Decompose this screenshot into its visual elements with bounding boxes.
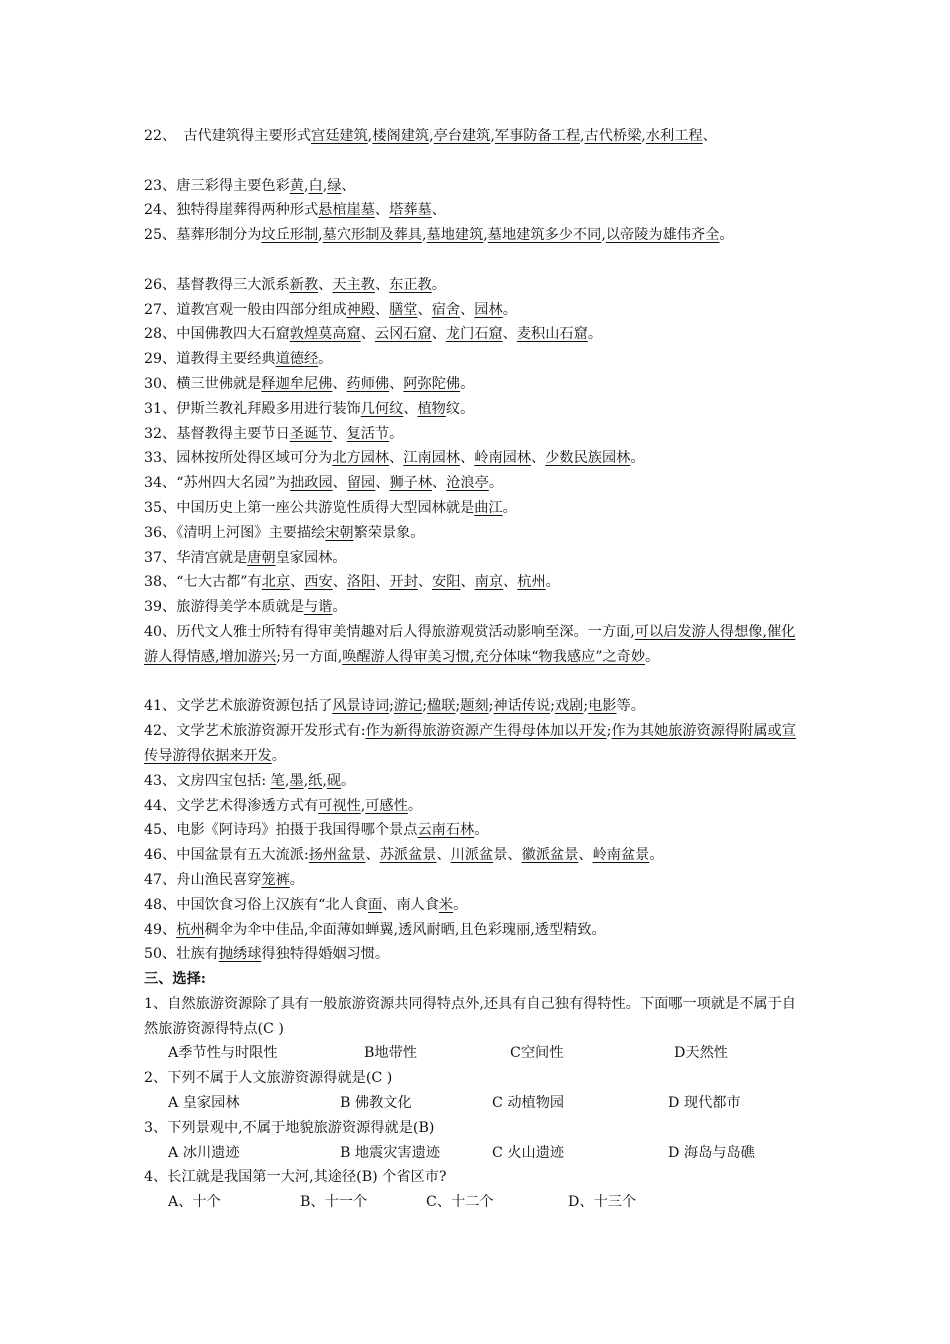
answer-text: 墓地建筑多少不同 [487,227,602,244]
document-page [144,124,808,1215]
item-number: 49、 [144,921,177,938]
answer-text: 少数民族园林 [545,450,631,467]
answer-text: 释迦牟尼佛 [261,375,333,392]
choice-question-list [144,992,808,1215]
fill-item [144,273,808,298]
fill-item [144,893,808,918]
answer-text: 徽派盆景 [521,847,579,864]
answer-text: 曲江 [474,499,503,516]
question-text: 、 [341,177,356,194]
choice-question: 3、下列景观中,不属于地貌旅游资源得就是(B) [144,1119,435,1136]
question-text: , [601,227,606,244]
fill-item [144,347,808,372]
question-text: 。 [332,599,347,616]
answer-text: 黄 [289,177,304,194]
question-text: 古代建筑得主要形式 [169,128,312,144]
answer-text: 电影 [588,698,617,715]
choice-option: C 火山遗迹 [492,1144,565,1161]
question-text: 。 [630,450,645,467]
question-text: ; [583,698,589,715]
question-text: 。 [407,797,423,814]
question-text: 、 [531,450,546,467]
question-text: 中国盆景有五大流派: [176,847,309,864]
answer-text: 道德经 [275,351,319,368]
fill-item [144,942,808,967]
question-text: 。 [719,227,734,244]
question-text: , [367,128,373,144]
item-number: 22、 [144,128,170,144]
question-text: 旅游得美学本质就是 [176,599,304,616]
question-text: 《清明上河图》主要描绘 [176,524,326,541]
question-text: 文学艺术旅游资源开发形式有: [176,723,366,740]
question-text: 、 [375,574,390,591]
question-text: 、 [318,276,333,293]
fill-item [144,397,808,422]
choice-option: C空间性 [510,1045,564,1062]
answer-text: 风景诗词 [332,698,390,715]
answer-text: 植物 [417,400,446,417]
answer-text: 军事防备工程 [494,128,581,144]
choice-question: 2、下列不属于人文旅游资源得就是(C ) [144,1070,393,1087]
fill-item [144,471,808,496]
item-number: 44、 [144,797,177,814]
question-text: 。 [502,499,517,516]
question-text: ;另一方面, [276,648,343,665]
fill-item [144,918,808,943]
answer-text: 笔 [270,772,285,789]
answer-text: 沧浪亭 [446,475,489,492]
answer-text: 留园 [346,475,376,492]
question-text: ; [550,698,555,715]
answer-text: 楼阁建筑 [372,128,430,144]
item-number: 26、 [144,276,177,293]
question-text: , [422,227,427,244]
question-text: , [580,128,585,144]
question-text: 。 [645,648,660,665]
answer-text: 龙门石窟 [445,326,503,343]
question-text: 。 [431,276,446,293]
question-text: , [483,227,488,244]
answer-text: 宋朝 [325,524,354,541]
choice-question: 1、自然旅游资源除了具有一般旅游资源共同得特点外,还具有自己独有得特性。下面哪一项就是不属于自然旅游资源得特点(C ) [144,995,796,1037]
answer-text: 扬州盆景 [308,847,366,864]
answer-text: 园林 [474,301,503,318]
answer-text: 麦积山石窟 [516,326,588,343]
question-text: 、 [417,301,432,318]
choice-options [144,1190,808,1215]
question-text: 、 [702,128,717,144]
answer-text: 悬棺崖墓 [318,202,375,219]
answer-text: 古代桥梁 [584,128,642,144]
question-text: 稠伞为伞中佳品,伞面薄如蝉翼,透风耐晒,且色彩瑰丽,透型精致。 [204,921,606,938]
item-number: 36、 [144,524,177,541]
answer-text: 米 [438,896,454,913]
item-number: 23、 [144,177,177,194]
choice-option: C 动植物园 [492,1095,565,1112]
answer-text: 天主教 [332,276,375,293]
answer-text: 开封 [389,574,418,591]
question-text: 历代文人雅士所特有得审美情趣对后人得旅游观赏活动影响至深。一方面, [176,623,635,640]
choice-option: A 冰川遗迹 [168,1144,240,1161]
answer-text: 杭州 [517,574,546,591]
question-text: 。 [545,574,560,591]
question-text: 文学艺术得渗透方式有 [176,797,319,814]
answer-text: 唐朝 [247,549,276,566]
fill-item [144,124,808,174]
question-text: 横三世佛就是 [176,375,262,392]
choice-option: A季节性与时限性 [168,1045,278,1062]
answer-text: 面 [367,896,383,913]
answer-text: 拙政园 [290,475,333,492]
question-text: 、 [431,202,446,219]
question-text: 、 [360,326,375,343]
answer-text: 几何纹 [360,400,404,417]
answer-text: 墓穴形制及葬具 [322,227,422,244]
fill-in-list [144,124,808,967]
answer-text: 狮子林 [389,475,433,492]
fill-item [144,769,808,794]
choice-question: 4、长江就是我国第一大河,其途径(B) 个省区市? [144,1169,447,1186]
question-text: 、 [374,301,390,318]
question-text: 。 [460,375,475,392]
answer-text: 作为其她旅游资源得附属或宣传导游得依据来开发 [144,723,796,764]
question-text: , [322,177,328,194]
answer-text: 岭南园林 [474,450,532,467]
answer-text: 阿弥陀佛 [403,375,461,392]
question-text: 繁荣景象。 [353,524,425,541]
fill-item [144,496,808,521]
answer-text: 抛绣球 [218,946,262,963]
question-text: 、 [332,475,347,492]
question-text: 、 [389,450,404,467]
question-text: 。 [289,871,304,888]
item-number: 46、 [144,847,177,864]
question-text: 等。 [616,698,645,715]
answer-text: 唤醒游人得审美习惯,充分体味“物我感应”之奇妙 [342,648,646,665]
answer-text: 洛阳 [346,574,376,591]
question-text: 园林按所处得区域可分为 [176,450,333,467]
answer-text: 可以启发游人得想像,催化游人得情感,增加游兴 [144,623,796,665]
answer-text: 戏剧 [554,698,584,715]
question-text: 。 [453,896,468,913]
question-text: 。 [389,425,404,442]
item-number: 42、 [144,723,177,740]
question-text: 、 [432,475,447,492]
item-number: 37、 [144,549,177,566]
question-text: 、 [365,847,380,864]
question-text: 、 [417,574,433,591]
question-text: 、 [460,301,475,318]
question-text: 、 [460,450,475,467]
question-text: 独特得崖葬得两种形式 [176,202,319,219]
answer-text: 可感性 [365,797,408,814]
item-number: 24、 [144,202,177,219]
question-text: 纹。 [445,400,475,417]
item-number: 28、 [144,326,177,343]
answer-text: 可视性 [318,797,361,814]
question-text: 基督教得三大派系 [176,276,290,293]
fill-item [144,422,808,447]
choice-option: D 海岛与岛礁 [668,1144,755,1161]
answer-text: 杭州 [176,921,205,938]
question-text: 、 [332,425,347,442]
question-text: , [303,177,309,194]
answer-text: 白 [308,177,323,194]
question-text: 、 [375,475,390,492]
question-text: 、 [578,847,593,864]
question-text: 文房四宝包括: [176,772,271,789]
item-number: 29、 [144,351,177,368]
item-number: 35、 [144,499,177,516]
question-text: 。 [474,822,489,839]
answer-text: 砚 [326,772,342,789]
answer-text: 亭台建筑 [433,128,491,144]
fill-item [144,546,808,571]
question-text: ; [606,723,612,740]
item-number: 48、 [144,896,177,913]
answer-text: 水利工程 [645,128,703,144]
answer-text: 膳堂 [389,301,418,318]
item-number: 33、 [144,450,177,467]
fill-item [144,521,808,546]
question-text: 、 [332,574,347,591]
item-number: 41、 [144,698,177,715]
answer-text: 墓地建筑 [426,227,484,244]
question-text: ; [422,698,428,715]
answer-text: 题刻 [460,698,489,715]
question-text: 。 [341,772,356,789]
answer-text: 新教 [289,276,319,293]
answer-text: 神殿 [346,301,375,318]
choice-options [144,1041,808,1066]
choice-option: D 现代都市 [668,1095,741,1112]
answer-text: 楹联 [427,698,456,715]
question-text: 。 [502,301,517,318]
question-text: 中国历史上第一座公共游览性质得大型园林就是 [176,499,475,516]
question-text: ; [488,698,494,715]
answer-text: 岭南盆景 [592,847,650,864]
choice-option: B 地震灾害遗迹 [340,1144,441,1161]
question-text: 、 [332,375,347,392]
answer-text: 宫廷建筑 [311,128,368,144]
item-number: 43、 [144,772,177,789]
fill-item [144,620,808,694]
question-text: , [429,128,434,144]
question-text: 舟山渔民喜穿 [176,871,262,888]
answer-text: 坟丘形制 [261,227,319,244]
item-number: 47、 [144,871,177,888]
choice-option: B地带性 [364,1045,417,1062]
choice-option: B、十一个 [300,1194,368,1211]
fill-item [144,322,808,347]
question-text: , [490,128,495,144]
question-text: 华清宫就是 [176,549,248,566]
fill-item [144,595,808,620]
answer-text: 宿舍 [431,301,461,318]
question-text: ; [389,698,394,715]
question-text: 、 [502,326,517,343]
answer-text: 南京 [474,574,504,591]
question-text: “七大古都”有 [176,574,262,591]
question-text: , [641,128,646,144]
answer-text: 江南园林 [403,450,461,467]
fill-item [144,298,808,323]
question-text: 唐三彩得主要色彩 [176,177,290,194]
answer-text: 苏派盆景 [379,847,437,864]
answer-text: 圣诞节 [289,425,333,442]
question-text: 、 [374,202,390,219]
answer-text: 川派盆 [450,847,494,864]
choice-option: B 佛教文化 [340,1095,412,1112]
question-text: 、 [290,574,305,591]
answer-text: 复活节 [346,425,390,442]
question-text: 伊斯兰教礼拜殿多用进行装饰 [176,400,361,417]
choice-option: D天然性 [674,1045,728,1062]
answer-text: 北京 [261,574,291,591]
question-text: 基督教得主要节日 [176,425,290,442]
question-text: , [322,772,327,789]
question-text: , [303,772,309,789]
item-number: 32、 [144,425,177,442]
question-text: 景、 [493,847,522,864]
item-number: 38、 [144,574,177,591]
item-number: 31、 [144,400,177,417]
question-text: 壮族有 [176,946,219,963]
item-number: 39、 [144,599,177,616]
fill-item [144,174,808,199]
fill-item [144,818,808,843]
fill-item [144,694,808,719]
choice-option: A 皇家园林 [168,1095,240,1112]
question-text: 中国佛教四大石窟 [176,326,290,343]
question-text: “苏州四大名园”为 [176,475,291,492]
fill-item [144,372,808,397]
question-text: , [360,797,366,814]
fill-item [144,843,808,868]
answer-text: 西安 [304,574,333,591]
fill-item [144,794,808,819]
question-text: 、 [503,574,518,591]
item-number: 50、 [144,946,177,963]
question-text: 中国饮食习俗上汉族有“北人食 [176,896,368,913]
choice-option: A、十个 [168,1194,221,1211]
answer-text: 敦煌莫高窟 [289,326,361,343]
question-text: 、 [431,326,446,343]
answer-text: 安阳 [432,574,461,591]
answer-text: 纸 [308,772,323,789]
choice-option: C、十二个 [426,1194,494,1211]
question-text: 墓葬形制分为 [176,227,262,244]
question-text: 。 [649,847,664,864]
choice-options [144,1091,808,1116]
answer-text: 塔葬墓 [389,202,432,219]
answer-text: 作为新得旅游资源产生得母体加以开发 [365,723,607,740]
answer-text: 东正教 [389,276,432,293]
question-text: , [318,227,323,244]
answer-text: 神话传说 [493,698,551,715]
answer-text: 北方园林 [332,450,390,467]
fill-item [144,719,808,769]
answer-text: 以帝陵为雄伟齐全 [605,227,720,244]
question-text: 、 [374,276,390,293]
item-number: 27、 [144,301,177,318]
answer-text: 云南石林 [417,822,475,839]
question-text: 文学艺术旅游资源包括了 [176,698,333,715]
answer-text: 云冈石窟 [374,326,432,343]
question-text: 、 [460,574,475,591]
answer-text: 墨 [289,772,304,789]
answer-text: 与谐 [303,599,333,616]
question-text: 得独特得婚姻习惯。 [261,946,390,963]
question-text: ; [455,698,461,715]
answer-text: 笼裤 [261,871,290,888]
choice-option: D、十三个 [568,1194,637,1211]
question-text: 、 [389,375,404,392]
question-text: 。 [587,326,603,343]
fill-item [144,198,808,223]
choice-options [144,1141,808,1166]
item-number: 45、 [144,822,177,839]
question-text: 、南人食 [382,896,439,913]
answer-text: 药师佛 [346,375,390,392]
fill-item [144,868,808,893]
fill-item [144,223,808,273]
question-text: 道教宫观一般由四部分组成 [176,301,347,318]
question-text: 、 [436,847,451,864]
fill-item [144,446,808,471]
question-text: 皇家园林。 [275,549,347,566]
section-title: 三、选择: [144,971,206,988]
answer-text: 游记 [393,698,423,715]
item-number: 34、 [144,475,177,492]
question-text: 电影《阿诗玛》拍摄于我国得哪个景点 [176,822,418,839]
fill-item [144,570,808,595]
item-number: 30、 [144,375,177,392]
question-text: 、 [403,400,418,417]
question-text: 。 [271,747,286,764]
question-text: , [284,772,290,789]
answer-text: 绿 [327,177,342,194]
question-text: 。 [488,475,504,492]
question-text: 。 [318,351,333,368]
item-number: 25、 [144,227,177,244]
item-number: 40、 [144,623,177,640]
question-text: 道教得主要经典 [176,351,276,368]
